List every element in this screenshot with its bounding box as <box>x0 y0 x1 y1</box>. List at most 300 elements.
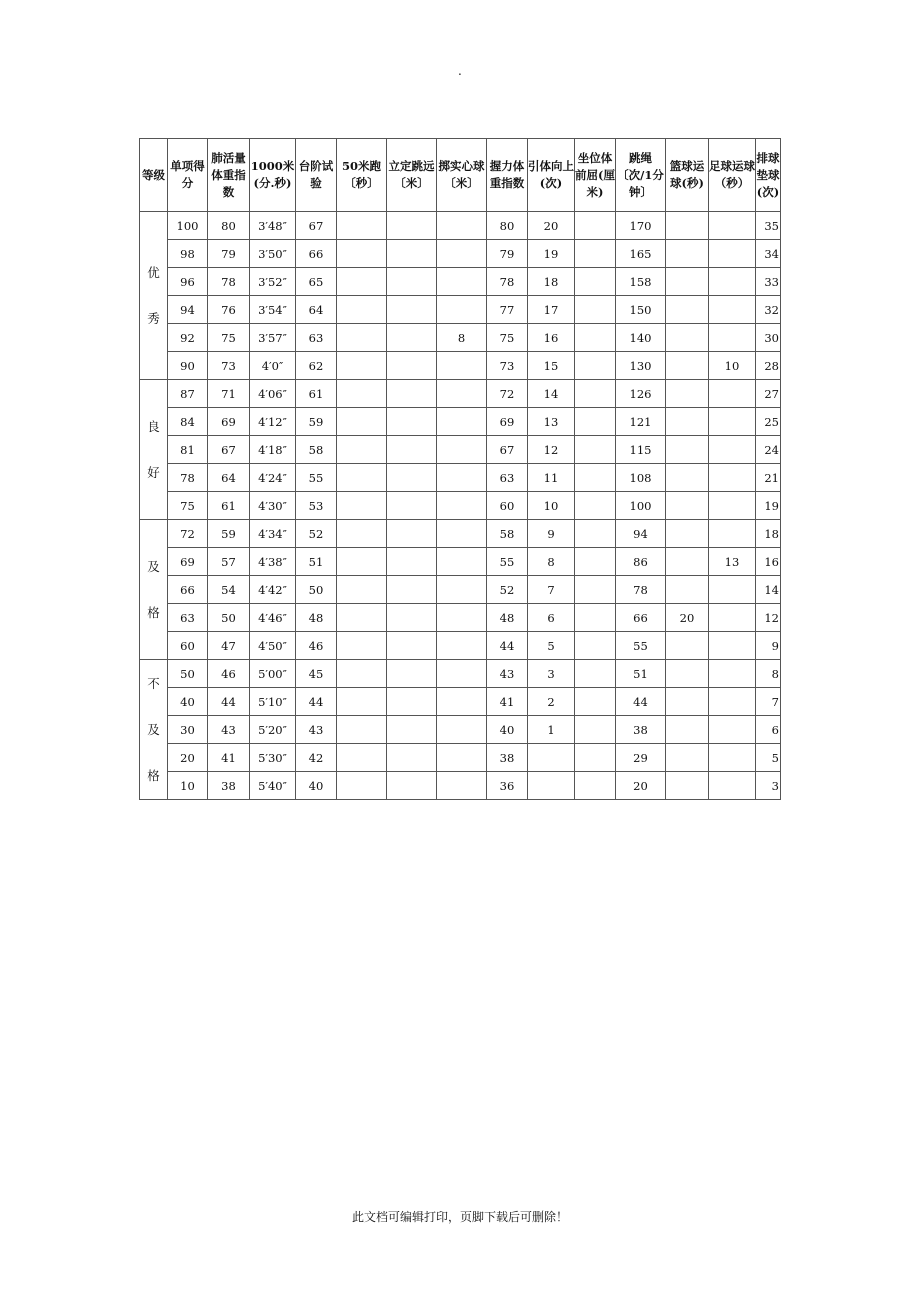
table-cell: 16 <box>756 548 781 576</box>
table-body <box>140 212 781 800</box>
table-cell: 57 <box>208 548 250 576</box>
table-cell <box>337 296 387 324</box>
table-cell: 78 <box>168 464 208 492</box>
table-cell <box>337 492 387 520</box>
table-cell: 115 <box>616 436 666 464</box>
table-cell <box>666 576 709 604</box>
header-cell: 50米跑〔秒〕 <box>337 139 387 212</box>
table-cell: 87 <box>168 380 208 408</box>
table-cell <box>709 772 756 800</box>
table-cell <box>709 716 756 744</box>
table-cell: 13 <box>709 548 756 576</box>
table-cell: 41 <box>208 744 250 772</box>
table-cell: 55 <box>487 548 528 576</box>
table-cell: 79 <box>487 240 528 268</box>
table-cell: 7 <box>756 688 781 716</box>
table-cell <box>387 660 437 688</box>
table-cell <box>337 772 387 800</box>
table-cell: 12 <box>756 604 781 632</box>
table-cell: 40 <box>168 688 208 716</box>
table-cell <box>387 688 437 716</box>
table-cell: 28 <box>756 352 781 380</box>
table-cell <box>709 408 756 436</box>
table-row <box>140 688 781 716</box>
table-row <box>140 548 781 576</box>
table-cell <box>437 772 487 800</box>
table-cell: 100 <box>168 212 208 240</box>
table-row <box>140 464 781 492</box>
table-cell: 130 <box>616 352 666 380</box>
table-cell <box>387 240 437 268</box>
header-cell: 1000米(分.秒) <box>250 139 296 212</box>
table-cell: 48 <box>296 604 337 632</box>
table-cell <box>666 660 709 688</box>
table-cell <box>437 716 487 744</box>
table-cell <box>709 660 756 688</box>
table-cell <box>437 604 487 632</box>
table-cell: 4′38″ <box>250 548 296 576</box>
table-cell <box>387 744 437 772</box>
table-cell <box>387 548 437 576</box>
table-cell <box>709 576 756 604</box>
table-cell: 52 <box>296 520 337 548</box>
table-cell: 25 <box>756 408 781 436</box>
header-cell: 台阶试验 <box>296 139 337 212</box>
table-cell: 21 <box>756 464 781 492</box>
table-cell <box>337 632 387 660</box>
table-row <box>140 492 781 520</box>
header-cell: 立定跳远〔米〕 <box>387 139 437 212</box>
table-cell <box>387 436 437 464</box>
table-cell <box>337 324 387 352</box>
table-cell: 60 <box>487 492 528 520</box>
table-cell <box>575 296 616 324</box>
grade-cell: 及格 <box>140 520 168 660</box>
table-cell <box>528 772 575 800</box>
table-cell <box>387 632 437 660</box>
table-cell: 35 <box>756 212 781 240</box>
table-cell <box>709 520 756 548</box>
table-cell <box>666 212 709 240</box>
table-cell <box>437 408 487 436</box>
header-row <box>140 139 781 212</box>
table-cell: 4′50″ <box>250 632 296 660</box>
table-cell: 73 <box>208 352 250 380</box>
table-cell <box>575 604 616 632</box>
table-cell: 4′18″ <box>250 436 296 464</box>
table-cell: 78 <box>616 576 666 604</box>
table-cell: 121 <box>616 408 666 436</box>
table-cell <box>337 464 387 492</box>
table-row <box>140 744 781 772</box>
table-cell <box>666 268 709 296</box>
header-cell: 排球垫球(次) <box>756 139 781 212</box>
table-cell: 61 <box>296 380 337 408</box>
table-cell: 59 <box>208 520 250 548</box>
table-cell <box>437 520 487 548</box>
table-cell <box>575 548 616 576</box>
table-cell: 63 <box>168 604 208 632</box>
table-cell <box>666 716 709 744</box>
table-row <box>140 716 781 744</box>
table-cell: 84 <box>168 408 208 436</box>
table-cell <box>337 436 387 464</box>
table-row <box>140 352 781 380</box>
table-cell: 43 <box>208 716 250 744</box>
table-cell <box>709 240 756 268</box>
table-cell: 78 <box>208 268 250 296</box>
table-row <box>140 632 781 660</box>
table-cell: 8 <box>756 660 781 688</box>
table-cell: 30 <box>168 716 208 744</box>
table-cell <box>437 380 487 408</box>
table-cell: 94 <box>616 520 666 548</box>
table-cell <box>437 492 487 520</box>
table-row <box>140 772 781 800</box>
table-cell <box>337 408 387 436</box>
table-cell <box>387 604 437 632</box>
table-cell: 66 <box>168 576 208 604</box>
table-cell <box>709 324 756 352</box>
table-cell: 20 <box>168 744 208 772</box>
table-cell <box>709 632 756 660</box>
table-cell: 63 <box>296 324 337 352</box>
table-cell: 158 <box>616 268 666 296</box>
table-cell: 46 <box>296 632 337 660</box>
table-cell <box>575 576 616 604</box>
table-cell: 46 <box>208 660 250 688</box>
table-cell <box>337 520 387 548</box>
table-cell: 38 <box>487 744 528 772</box>
table-cell: 47 <box>208 632 250 660</box>
table-cell <box>575 660 616 688</box>
table-cell <box>387 464 437 492</box>
table-cell <box>337 548 387 576</box>
table-cell <box>387 716 437 744</box>
table-row <box>140 436 781 464</box>
grade-cell: 不及格 <box>140 660 168 800</box>
table-cell: 11 <box>528 464 575 492</box>
table-cell <box>337 604 387 632</box>
table-cell: 76 <box>208 296 250 324</box>
table-cell: 51 <box>296 548 337 576</box>
table-cell <box>666 240 709 268</box>
table-cell: 4′12″ <box>250 408 296 436</box>
table-cell: 5 <box>756 744 781 772</box>
table-cell: 40 <box>487 716 528 744</box>
table-cell: 4′46″ <box>250 604 296 632</box>
table-cell: 44 <box>296 688 337 716</box>
table-cell: 71 <box>208 380 250 408</box>
table-cell <box>437 548 487 576</box>
table-cell: 150 <box>616 296 666 324</box>
table-cell <box>575 324 616 352</box>
table-cell: 86 <box>616 548 666 576</box>
table-cell: 92 <box>168 324 208 352</box>
header-cell: 坐位体前屈(厘米) <box>575 139 616 212</box>
table-cell: 16 <box>528 324 575 352</box>
table-cell: 44 <box>487 632 528 660</box>
table-cell <box>709 604 756 632</box>
table-cell: 2 <box>528 688 575 716</box>
table-cell: 13 <box>528 408 575 436</box>
footer-note: 此文档可编辑打印，页脚下载后可删除！ <box>351 1210 568 1224</box>
table-cell: 50 <box>296 576 337 604</box>
table-cell: 44 <box>208 688 250 716</box>
table-cell <box>337 212 387 240</box>
table-cell: 66 <box>296 240 337 268</box>
table-cell <box>666 548 709 576</box>
table-row <box>140 380 781 408</box>
table-cell: 18 <box>756 520 781 548</box>
table-cell <box>575 268 616 296</box>
table-cell: 4′06″ <box>250 380 296 408</box>
table-cell: 63 <box>487 464 528 492</box>
table-cell: 3′57″ <box>250 324 296 352</box>
table-cell: 3 <box>528 660 575 688</box>
table-cell <box>709 688 756 716</box>
table-cell <box>575 240 616 268</box>
table-cell: 18 <box>528 268 575 296</box>
table-row <box>140 240 781 268</box>
table-cell: 53 <box>296 492 337 520</box>
table-cell: 61 <box>208 492 250 520</box>
table-cell <box>575 492 616 520</box>
table-row <box>140 520 781 548</box>
table-cell: 69 <box>487 408 528 436</box>
table-cell <box>575 716 616 744</box>
table-cell: 64 <box>296 296 337 324</box>
table-cell <box>528 744 575 772</box>
table-cell <box>387 520 437 548</box>
table-cell <box>709 296 756 324</box>
table-cell: 55 <box>296 464 337 492</box>
table-cell: 4′42″ <box>250 576 296 604</box>
table-cell: 43 <box>296 716 337 744</box>
table-cell: 4′30″ <box>250 492 296 520</box>
table-cell <box>387 212 437 240</box>
table-cell: 66 <box>616 604 666 632</box>
table-cell: 20 <box>616 772 666 800</box>
table-cell: 60 <box>168 632 208 660</box>
header-cell: 篮球运球(秒) <box>666 139 709 212</box>
table-row <box>140 296 781 324</box>
table-cell <box>666 324 709 352</box>
table-cell <box>666 380 709 408</box>
table-cell: 4′24″ <box>250 464 296 492</box>
header-cell: 引体向上(次) <box>528 139 575 212</box>
table-cell <box>387 296 437 324</box>
table-cell: 79 <box>208 240 250 268</box>
table-cell: 8 <box>528 548 575 576</box>
table-cell: 78 <box>487 268 528 296</box>
table-cell <box>387 576 437 604</box>
table-cell <box>666 296 709 324</box>
table-cell <box>387 352 437 380</box>
table-cell <box>337 660 387 688</box>
table-cell: 5′30″ <box>250 744 296 772</box>
table-cell: 32 <box>756 296 781 324</box>
table-cell <box>437 212 487 240</box>
table-row <box>140 604 781 632</box>
table-cell: 20 <box>528 212 575 240</box>
table-cell: 64 <box>208 464 250 492</box>
table-cell: 14 <box>528 380 575 408</box>
table-cell: 69 <box>168 548 208 576</box>
table-row <box>140 268 781 296</box>
table-cell: 43 <box>487 660 528 688</box>
table-cell <box>666 352 709 380</box>
table-cell: 170 <box>616 212 666 240</box>
table-cell: 4′34″ <box>250 520 296 548</box>
table-cell: 75 <box>168 492 208 520</box>
table-cell: 19 <box>528 240 575 268</box>
table-cell <box>666 492 709 520</box>
table-cell: 19 <box>756 492 781 520</box>
table-cell <box>709 464 756 492</box>
table-cell: 98 <box>168 240 208 268</box>
table-cell: 59 <box>296 408 337 436</box>
table-cell: 40 <box>296 772 337 800</box>
table-cell <box>575 352 616 380</box>
table-cell <box>575 464 616 492</box>
table-cell <box>337 240 387 268</box>
table-cell <box>337 268 387 296</box>
table-cell: 75 <box>487 324 528 352</box>
table-cell <box>575 520 616 548</box>
table-cell: 9 <box>528 520 575 548</box>
table-cell: 24 <box>756 436 781 464</box>
table-cell: 77 <box>487 296 528 324</box>
table-cell <box>575 380 616 408</box>
table-cell <box>387 772 437 800</box>
table-cell <box>437 660 487 688</box>
table-row <box>140 660 781 688</box>
table-cell: 48 <box>487 604 528 632</box>
table-cell <box>575 436 616 464</box>
table-cell: 67 <box>487 436 528 464</box>
header-cell: 足球运球（秒） <box>709 139 756 212</box>
table-cell: 5′40″ <box>250 772 296 800</box>
table-cell <box>437 464 487 492</box>
table-cell: 65 <box>296 268 337 296</box>
table-cell: 12 <box>528 436 575 464</box>
table-cell: 81 <box>168 436 208 464</box>
table-cell: 14 <box>756 576 781 604</box>
table-cell: 50 <box>208 604 250 632</box>
table-cell <box>437 436 487 464</box>
grade-cell: 良好 <box>140 380 168 520</box>
table-cell <box>387 492 437 520</box>
table-cell <box>666 464 709 492</box>
table-cell: 75 <box>208 324 250 352</box>
table-cell: 80 <box>487 212 528 240</box>
table-cell <box>387 408 437 436</box>
table-cell: 38 <box>208 772 250 800</box>
table-cell: 3′50″ <box>250 240 296 268</box>
table-cell <box>337 688 387 716</box>
table-cell: 36 <box>487 772 528 800</box>
table-cell <box>387 380 437 408</box>
table-cell: 3′54″ <box>250 296 296 324</box>
table-cell <box>575 212 616 240</box>
table-cell <box>437 576 487 604</box>
table-cell: 5 <box>528 632 575 660</box>
table-cell: 10 <box>528 492 575 520</box>
table-cell: 126 <box>616 380 666 408</box>
table-cell <box>437 268 487 296</box>
table-cell <box>666 688 709 716</box>
table-cell: 96 <box>168 268 208 296</box>
table-cell <box>437 632 487 660</box>
table-cell: 6 <box>756 716 781 744</box>
table-cell: 4′0″ <box>250 352 296 380</box>
table-cell <box>709 268 756 296</box>
table-cell: 45 <box>296 660 337 688</box>
table-cell: 80 <box>208 212 250 240</box>
table-cell <box>337 380 387 408</box>
table-row <box>140 576 781 604</box>
table-cell: 67 <box>296 212 337 240</box>
table-cell <box>709 744 756 772</box>
table-cell: 41 <box>487 688 528 716</box>
table-cell: 5′00″ <box>250 660 296 688</box>
table-cell: 140 <box>616 324 666 352</box>
table-cell: 5′10″ <box>250 688 296 716</box>
table-cell: 165 <box>616 240 666 268</box>
table-cell: 33 <box>756 268 781 296</box>
table-cell <box>709 436 756 464</box>
table-cell <box>666 520 709 548</box>
table-cell: 55 <box>616 632 666 660</box>
table-cell: 27 <box>756 380 781 408</box>
table-row <box>140 408 781 436</box>
table-cell: 54 <box>208 576 250 604</box>
table-cell: 6 <box>528 604 575 632</box>
fitness-standard-table <box>139 138 781 800</box>
table-cell <box>437 744 487 772</box>
table-cell: 42 <box>296 744 337 772</box>
table-cell <box>337 352 387 380</box>
header-cell: 掷实心球〔米〕 <box>437 139 487 212</box>
table-cell <box>387 324 437 352</box>
table-cell: 62 <box>296 352 337 380</box>
table-cell <box>575 408 616 436</box>
table-cell: 58 <box>296 436 337 464</box>
header-cell: 握力体重指数 <box>487 139 528 212</box>
table-cell: 3′48″ <box>250 212 296 240</box>
table-cell: 5′20″ <box>250 716 296 744</box>
table-row <box>140 324 781 352</box>
header-dot: . <box>458 64 462 78</box>
table-cell: 67 <box>208 436 250 464</box>
grade-cell: 优秀 <box>140 212 168 380</box>
table-cell <box>337 716 387 744</box>
table-cell: 8 <box>437 324 487 352</box>
table-cell <box>575 632 616 660</box>
header-cell: 等级 <box>140 139 168 212</box>
table-cell: 29 <box>616 744 666 772</box>
table-cell: 52 <box>487 576 528 604</box>
table-cell <box>666 744 709 772</box>
table-cell: 72 <box>168 520 208 548</box>
table-cell <box>437 296 487 324</box>
table-cell: 58 <box>487 520 528 548</box>
table-cell: 44 <box>616 688 666 716</box>
table-cell <box>387 268 437 296</box>
table-cell: 15 <box>528 352 575 380</box>
table-cell <box>337 744 387 772</box>
